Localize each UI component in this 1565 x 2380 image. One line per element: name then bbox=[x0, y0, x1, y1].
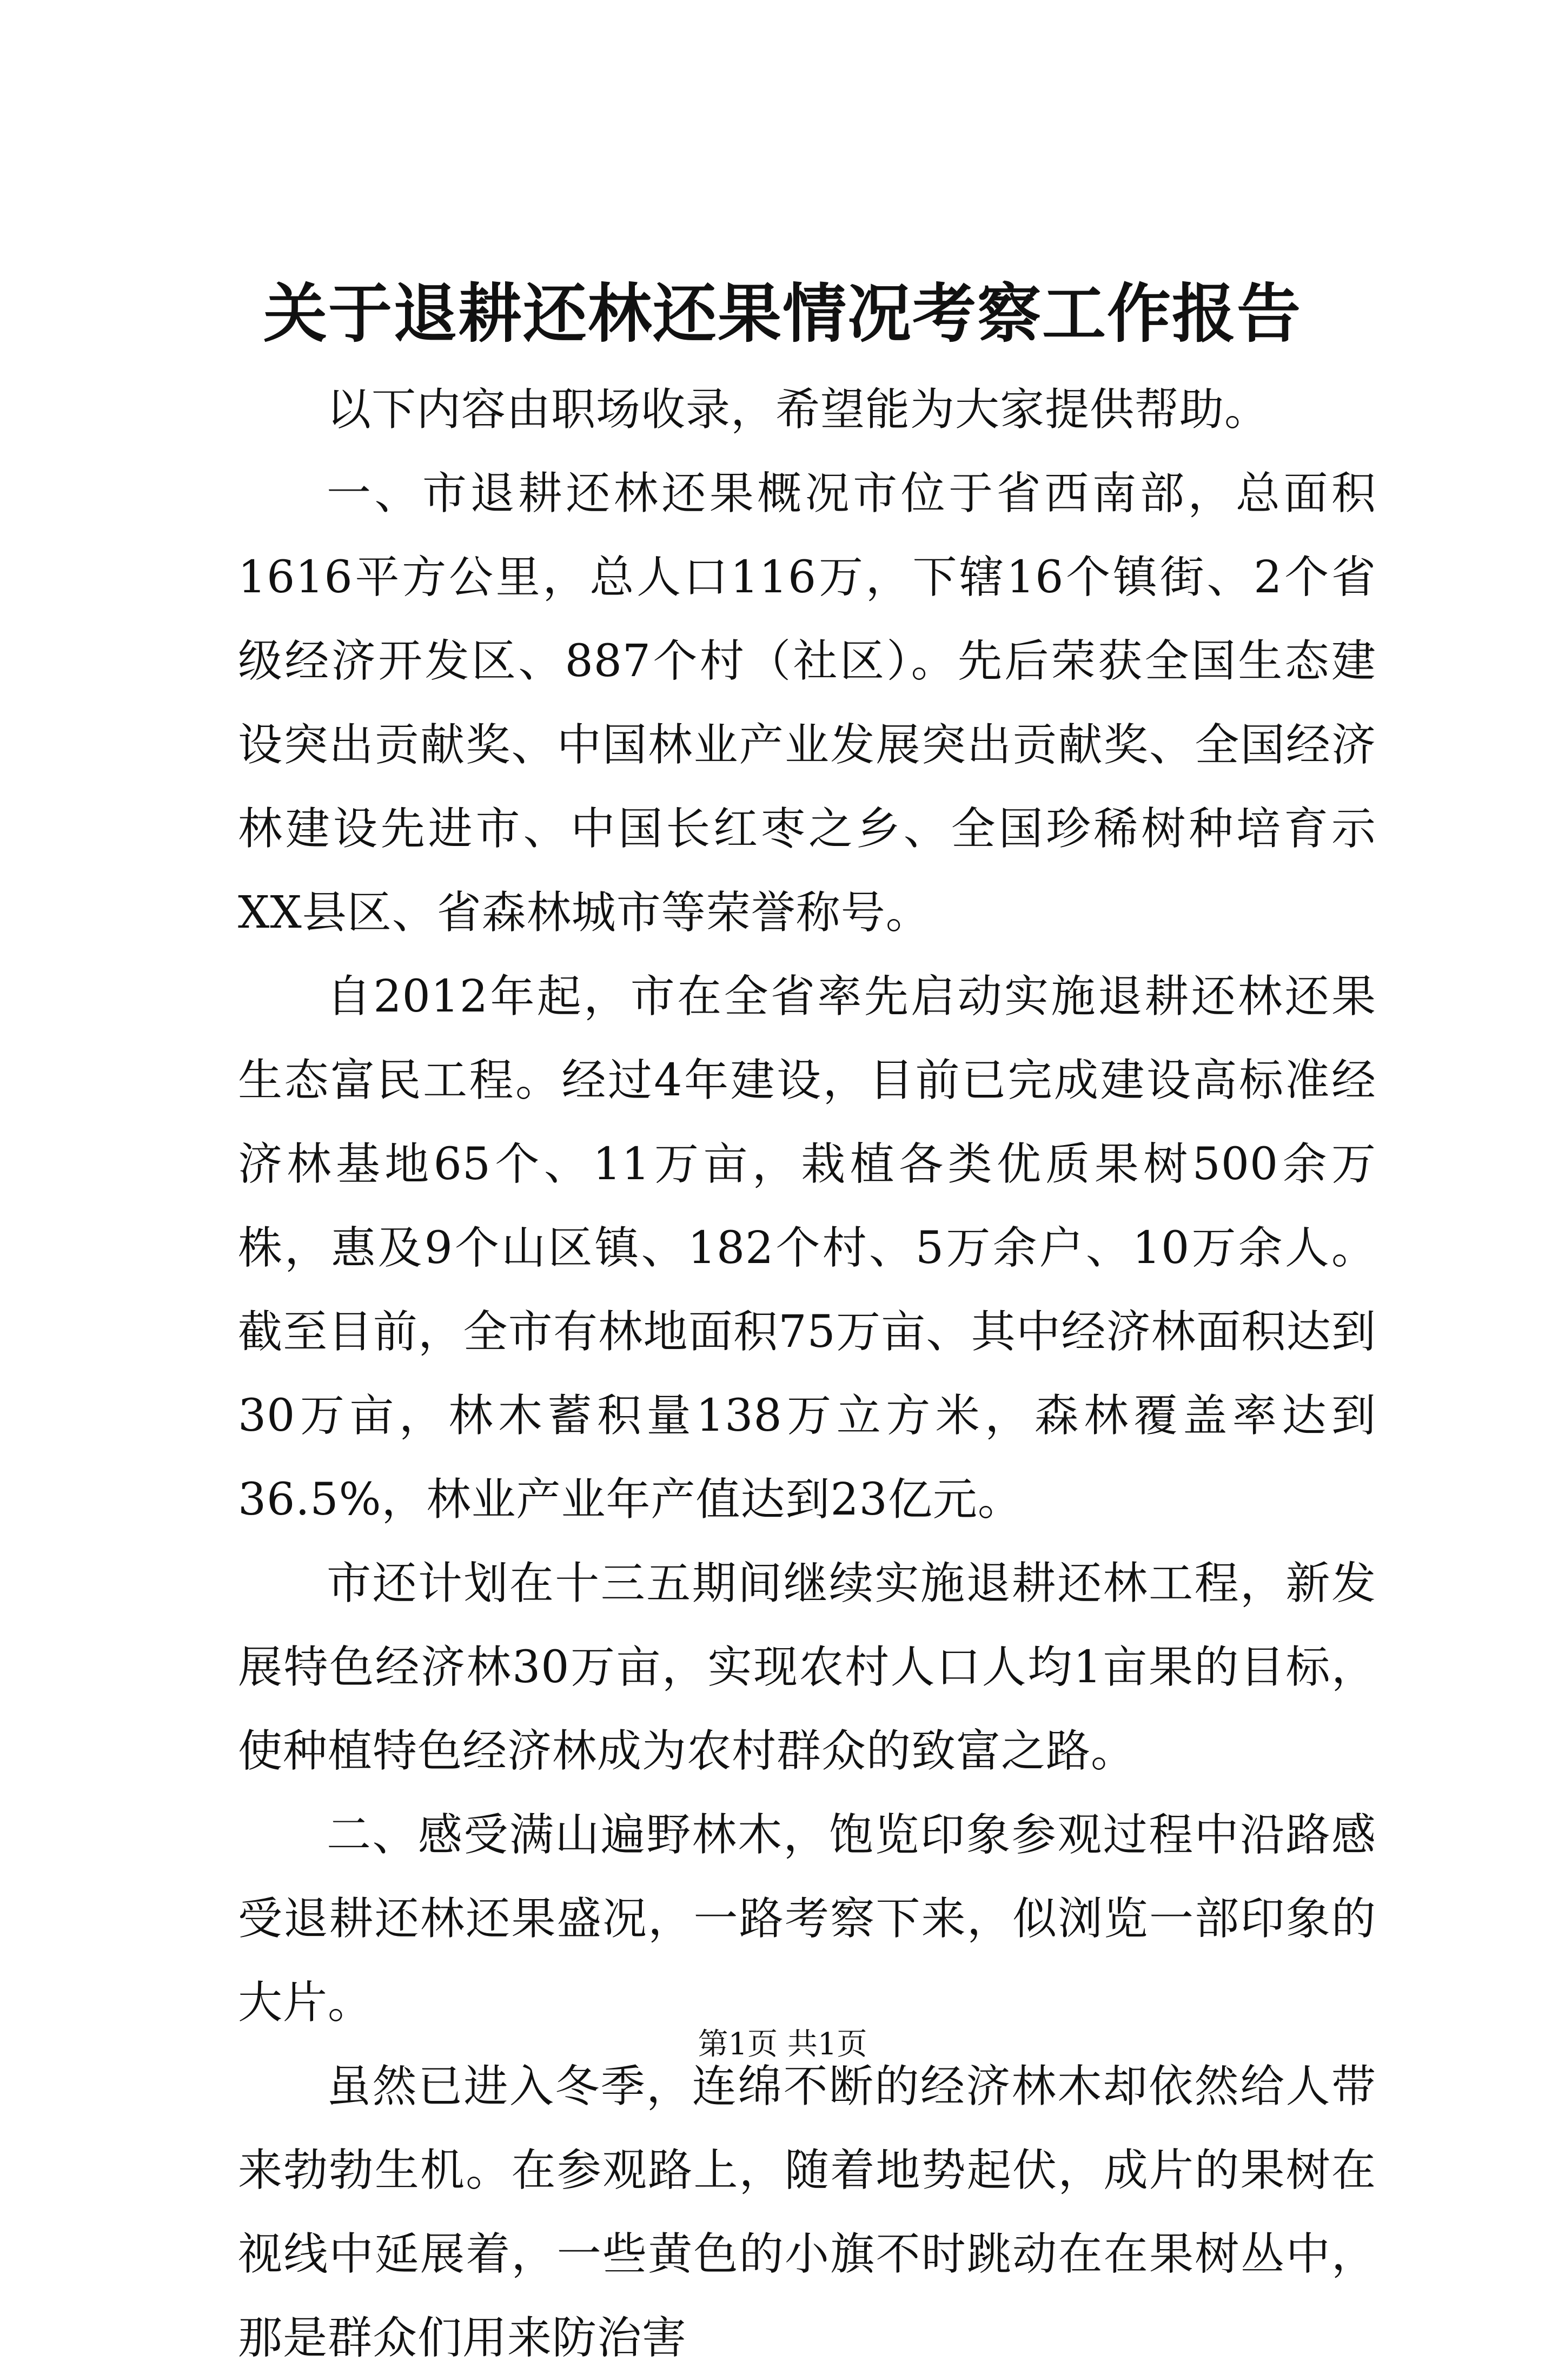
page-footer: 第1页 共1页 bbox=[698, 2027, 867, 2062]
paragraph-future-plan: 市还计划在十三五期间继续实施退耕还林工程，新发展特色经济林30万亩，实现农村人口人均1亩果的目标，使种植特色经济林成为农村群众的致富之路。 bbox=[238, 1558, 1376, 1777]
paragraph-project-progress: 自2012年起，市在全省率先启动实施退耕还林还果生态富民工程。经过4年建设，目前已完成建设高标准经济林基地65个、11万亩，栽植各类优质果树500余万株，惠及9个山区镇、182个村、5万余户、10万余人。截至目前，全市有林地面积75万亩、其中经济林面积达到30万亩，林木蓄积量138万立方米，森林覆盖率达到36.5%，林业产业年产值达到23亿元。 bbox=[238, 971, 1376, 1525]
paragraph-intro: 以下内容由职场收录，希望能为大家提供帮助。 bbox=[327, 384, 1270, 435]
document-title: 关于退耕还林还果情况考察工作报告 bbox=[263, 276, 1302, 351]
document-body bbox=[238, 368, 1376, 2380]
paragraph-winter-scene: 虽然已进入冬季，连绵不断的经济林木却依然给人带来勃勃生机。在参观路上，随着地势起伏，成片的果树在视线中延展着，一些黄色的小旗不时跳动在在果树丛中，那是群众们用来防治害 bbox=[238, 2061, 1376, 2364]
paragraph-section-2: 二、感受满山遍野林木，饱览印象参观过程中沿路感受退耕还林还果盛况，一路考察下来，似浏览一部印象的大片。 bbox=[238, 1809, 1376, 2028]
paragraph-section-1: 一、市退耕还林还果概况市位于省西南部，总面积1616平方公里，总人口116万，下辖16个镇街、2个省级经济开发区、887个村（社区）。先后荣获全国生态建设突出贡献奖、中国林业产业发展突出贡献奖、全国经济林建设先进市、中国长红枣之乡、全国珍稀树种培育示XX县区、省森林城市等荣誉称号。 bbox=[238, 468, 1376, 938]
